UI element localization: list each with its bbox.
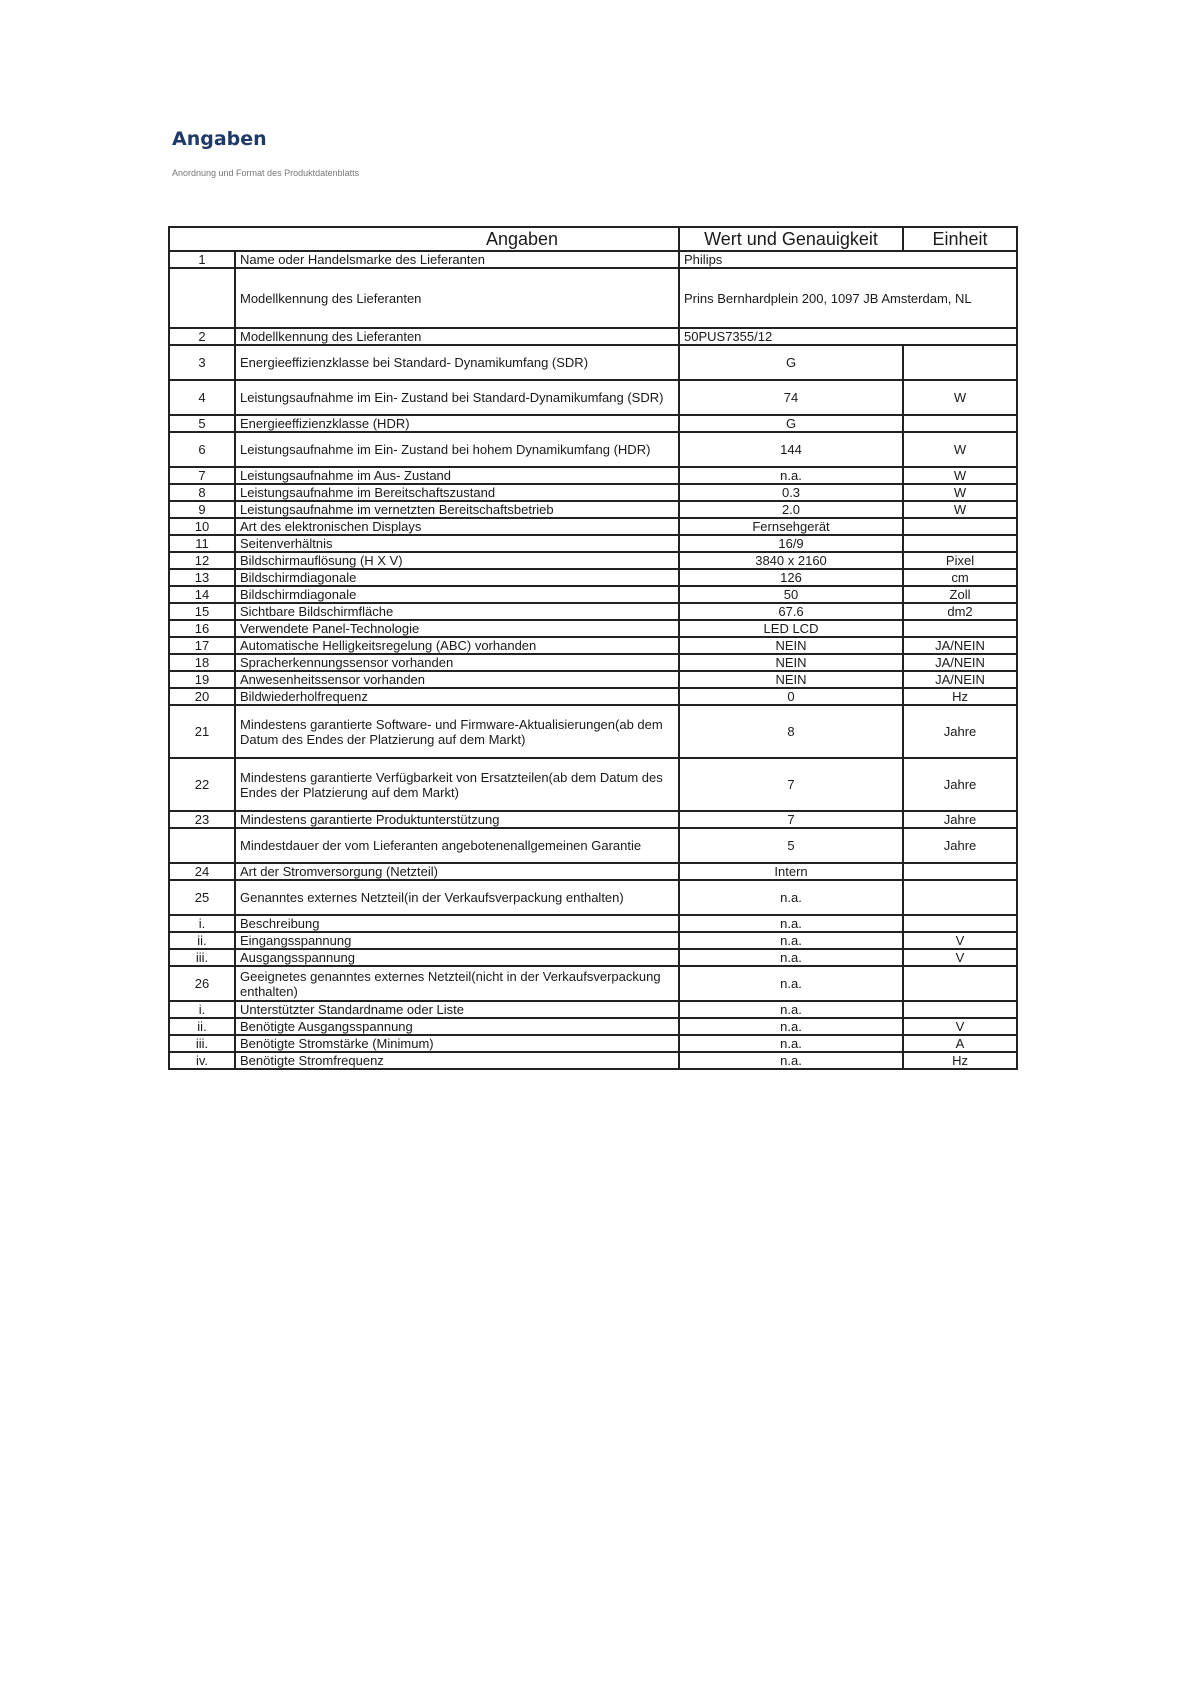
row-unit: cm (903, 569, 1017, 586)
row-unit (903, 345, 1017, 380)
table-row (169, 637, 1017, 654)
row-value: 16/9 (679, 535, 903, 552)
page-title: Angaben (172, 128, 267, 150)
table-body (169, 251, 1017, 1069)
row-value: 50 (679, 586, 903, 603)
table-row (169, 705, 1017, 758)
row-label: Art der Stromversorgung (Netzteil) (235, 863, 679, 880)
page-subtitle: Anordnung und Format des Produktdatenblatts (172, 168, 360, 178)
row-label: Geeignetes genanntes externes Netzteil(nicht in der Verkaufsverpackung enthalten) (235, 966, 679, 1001)
row-unit (903, 518, 1017, 535)
row-label: Bildschirmdiagonale (235, 586, 679, 603)
table-row (169, 654, 1017, 671)
table-row (169, 1001, 1017, 1018)
row-number: 23 (169, 811, 235, 828)
table-row (169, 268, 1017, 328)
table-row (169, 620, 1017, 637)
row-value: n.a. (679, 1018, 903, 1035)
row-number: 17 (169, 637, 235, 654)
row-value: 144 (679, 432, 903, 467)
table-row (169, 603, 1017, 620)
row-number: 13 (169, 569, 235, 586)
row-number: iii. (169, 1035, 235, 1052)
row-number: 3 (169, 345, 235, 380)
row-unit: Hz (903, 688, 1017, 705)
row-label: Anwesenheitssensor vorhanden (235, 671, 679, 688)
row-number: 21 (169, 705, 235, 758)
row-label: Leistungsaufnahme im Ein- Zustand bei hohem Dynamikumfang (HDR) (235, 432, 679, 467)
table-row (169, 932, 1017, 949)
row-number: 1 (169, 251, 235, 268)
row-label: Spracherkennungssensor vorhanden (235, 654, 679, 671)
row-label: Seitenverhältnis (235, 535, 679, 552)
row-unit: V (903, 1018, 1017, 1035)
table-row (169, 518, 1017, 535)
table-row (169, 828, 1017, 863)
row-label: Unterstützter Standardname oder Liste (235, 1001, 679, 1018)
row-unit: dm2 (903, 603, 1017, 620)
table-row (169, 484, 1017, 501)
row-unit (903, 915, 1017, 932)
row-label: Mindestens garantierte Software- und Firmware-Aktualisierungen(ab dem Datum des Endes der Platzierung auf dem Markt) (235, 705, 679, 758)
table-row (169, 949, 1017, 966)
row-number: i. (169, 915, 235, 932)
row-label: Mindestdauer der vom Lieferanten angebotenenallgemeinen Garantie (235, 828, 679, 863)
row-number: ii. (169, 1018, 235, 1035)
row-unit: Jahre (903, 705, 1017, 758)
row-unit: W (903, 501, 1017, 518)
row-number: 19 (169, 671, 235, 688)
row-value: 8 (679, 705, 903, 758)
table-row (169, 328, 1017, 345)
row-value: NEIN (679, 637, 903, 654)
table-row (169, 345, 1017, 380)
row-unit: Jahre (903, 828, 1017, 863)
table-row (169, 586, 1017, 603)
row-unit: W (903, 484, 1017, 501)
row-unit: V (903, 949, 1017, 966)
row-unit (903, 863, 1017, 880)
row-value: n.a. (679, 932, 903, 949)
row-value: 7 (679, 811, 903, 828)
table-row (169, 863, 1017, 880)
row-value: n.a. (679, 915, 903, 932)
row-value: 2.0 (679, 501, 903, 518)
row-label: Bildschirmauflösung (H X V) (235, 552, 679, 569)
table-row (169, 569, 1017, 586)
row-number: 4 (169, 380, 235, 415)
row-label: Art des elektronischen Displays (235, 518, 679, 535)
row-number: 15 (169, 603, 235, 620)
row-value: n.a. (679, 966, 903, 1001)
row-unit: W (903, 432, 1017, 467)
row-number: 18 (169, 654, 235, 671)
row-unit (903, 415, 1017, 432)
row-unit (903, 1001, 1017, 1018)
row-number: 25 (169, 880, 235, 915)
table-row (169, 380, 1017, 415)
row-unit: JA/NEIN (903, 654, 1017, 671)
row-label: Bildwiederholfrequenz (235, 688, 679, 705)
row-number: 16 (169, 620, 235, 637)
row-value: 126 (679, 569, 903, 586)
row-label: Energieeffizienzklasse bei Standard- Dynamikumfang (SDR) (235, 345, 679, 380)
product-fiche-table (168, 226, 1018, 1070)
row-number: 10 (169, 518, 235, 535)
table-row (169, 1035, 1017, 1052)
row-number: ii. (169, 932, 235, 949)
row-number: 24 (169, 863, 235, 880)
row-value: 74 (679, 380, 903, 415)
header-unit: Einheit (903, 227, 1017, 251)
row-label: Mindestens garantierte Verfügbarkeit von Ersatzteilen(ab dem Datum des Endes der Platzierung auf dem Markt) (235, 758, 679, 811)
row-value: n.a. (679, 880, 903, 915)
row-label: Ausgangsspannung (235, 949, 679, 966)
row-value: n.a. (679, 1035, 903, 1052)
row-value: 67.6 (679, 603, 903, 620)
table-row (169, 671, 1017, 688)
row-value: 7 (679, 758, 903, 811)
row-value: n.a. (679, 467, 903, 484)
row-unit: Jahre (903, 811, 1017, 828)
row-value: 0 (679, 688, 903, 705)
row-number: 22 (169, 758, 235, 811)
row-unit: JA/NEIN (903, 637, 1017, 654)
table-row (169, 880, 1017, 915)
row-value: Philips (679, 251, 1017, 268)
header-value: Wert und Genauigkeit (679, 227, 903, 251)
row-number (169, 828, 235, 863)
row-value: 5 (679, 828, 903, 863)
row-number: 20 (169, 688, 235, 705)
table-row (169, 1018, 1017, 1035)
table-row (169, 415, 1017, 432)
row-unit: JA/NEIN (903, 671, 1017, 688)
table-row (169, 966, 1017, 1001)
row-label: Benötigte Stromstärke (Minimum) (235, 1035, 679, 1052)
row-label: Automatische Helligkeitsregelung (ABC) vorhanden (235, 637, 679, 654)
table-row (169, 552, 1017, 569)
row-value: G (679, 345, 903, 380)
table-row (169, 251, 1017, 268)
row-number: 14 (169, 586, 235, 603)
table-row (169, 467, 1017, 484)
row-label: Benötigte Ausgangsspannung (235, 1018, 679, 1035)
row-label: Verwendete Panel-Technologie (235, 620, 679, 637)
row-label: Modellkennung des Lieferanten (235, 268, 679, 328)
row-number: 9 (169, 501, 235, 518)
row-label: Name oder Handelsmarke des Lieferanten (235, 251, 679, 268)
row-value: n.a. (679, 1001, 903, 1018)
row-number: 5 (169, 415, 235, 432)
row-number: i. (169, 1001, 235, 1018)
table-row (169, 811, 1017, 828)
row-label: Modellkennung des Lieferanten (235, 328, 679, 345)
table-row (169, 1052, 1017, 1069)
row-value: LED LCD (679, 620, 903, 637)
row-number: 26 (169, 966, 235, 1001)
row-label: Leistungsaufnahme im Bereitschaftszustand (235, 484, 679, 501)
row-unit: A (903, 1035, 1017, 1052)
row-label: Leistungsaufnahme im Ein- Zustand bei Standard-Dynamikumfang (SDR) (235, 380, 679, 415)
header-label: Angaben (169, 227, 679, 251)
row-value: 3840 x 2160 (679, 552, 903, 569)
table-row (169, 688, 1017, 705)
row-number: 2 (169, 328, 235, 345)
row-value: NEIN (679, 671, 903, 688)
row-label: Beschreibung (235, 915, 679, 932)
row-label: Bildschirmdiagonale (235, 569, 679, 586)
row-unit: Hz (903, 1052, 1017, 1069)
row-unit (903, 620, 1017, 637)
row-value: Prins Bernhardplein 200, 1097 JB Amsterdam, NL (679, 268, 1017, 328)
row-value: Fernsehgerät (679, 518, 903, 535)
row-value: n.a. (679, 949, 903, 966)
row-unit: W (903, 467, 1017, 484)
row-label: Genanntes externes Netzteil(in der Verkaufsverpackung enthalten) (235, 880, 679, 915)
row-number: 8 (169, 484, 235, 501)
row-unit: Zoll (903, 586, 1017, 603)
row-label: Leistungsaufnahme im vernetzten Bereitschaftsbetrieb (235, 501, 679, 518)
table-row (169, 501, 1017, 518)
row-unit (903, 966, 1017, 1001)
table-header-row (169, 227, 1017, 251)
row-label: Eingangsspannung (235, 932, 679, 949)
row-number: 12 (169, 552, 235, 569)
row-label: Sichtbare Bildschirmfläche (235, 603, 679, 620)
row-number (169, 268, 235, 328)
row-label: Benötigte Stromfrequenz (235, 1052, 679, 1069)
row-number: iv. (169, 1052, 235, 1069)
row-label: Leistungsaufnahme im Aus- Zustand (235, 467, 679, 484)
row-value: G (679, 415, 903, 432)
table-row (169, 758, 1017, 811)
row-number: 6 (169, 432, 235, 467)
row-value: 50PUS7355/12 (679, 328, 1017, 345)
row-unit (903, 880, 1017, 915)
row-unit: Pixel (903, 552, 1017, 569)
table-row (169, 915, 1017, 932)
row-unit (903, 535, 1017, 552)
table-row (169, 535, 1017, 552)
row-label: Mindestens garantierte Produktunterstützung (235, 811, 679, 828)
row-unit: V (903, 932, 1017, 949)
row-unit: Jahre (903, 758, 1017, 811)
row-number: 11 (169, 535, 235, 552)
row-number: iii. (169, 949, 235, 966)
row-unit: W (903, 380, 1017, 415)
row-value: 0.3 (679, 484, 903, 501)
row-value: n.a. (679, 1052, 903, 1069)
row-value: Intern (679, 863, 903, 880)
row-number: 7 (169, 467, 235, 484)
table-row (169, 432, 1017, 467)
row-value: NEIN (679, 654, 903, 671)
row-label: Energieeffizienzklasse (HDR) (235, 415, 679, 432)
